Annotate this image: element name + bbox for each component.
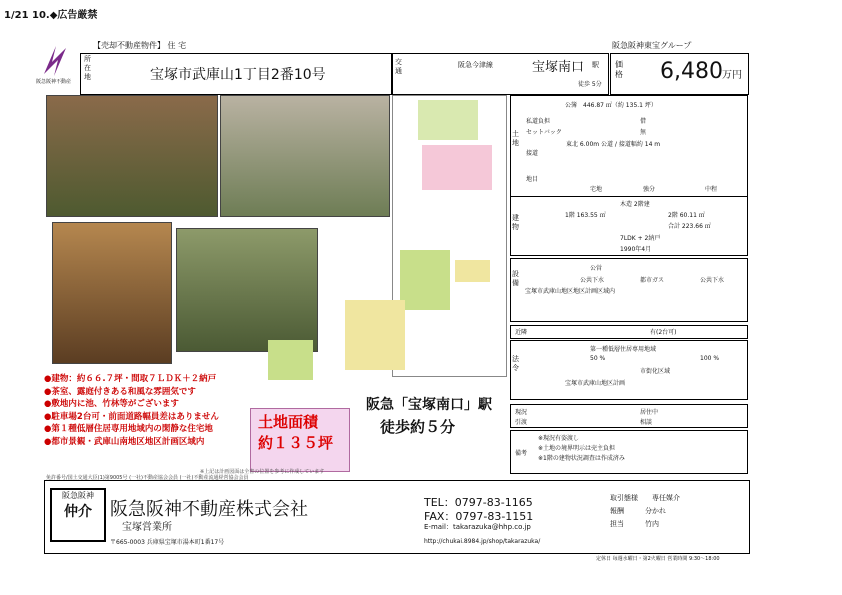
elec-value: 公共下水	[700, 277, 725, 284]
deal-table	[610, 492, 680, 531]
agency-badge	[50, 488, 106, 542]
tel-number: TEL：0797-83-1165	[424, 496, 533, 509]
deal-label: 報酬	[610, 507, 624, 515]
remarks-label: 備考	[515, 450, 528, 457]
agency-badge-top: 阪急阪神	[62, 491, 94, 500]
building-built: 1990年4月	[620, 246, 652, 253]
feature-item: ●第１種低層住居専用地域内の閑静な住宅地	[44, 424, 213, 434]
deal-label: 取引態様	[610, 494, 638, 502]
feature-item: ●都市景観・武庫山南地区地区計画区域内	[44, 436, 205, 447]
feature-item: ●駐車場2台可・前面道路幅員差はありません	[44, 411, 219, 422]
status-current-label: 現況	[515, 409, 528, 416]
annotation: ※上記は計画図面は全書の位置を参考に作成しています	[200, 469, 325, 475]
photo-garden	[220, 95, 390, 217]
gas-value: 都市ガス	[640, 277, 665, 284]
deal-label: 担当	[610, 520, 624, 528]
train-line: 阪急今津線	[458, 61, 493, 69]
listing-tag: 【売却不動産物件】 住 宅	[93, 41, 187, 50]
address-value: 宝塚市武庫山1丁目2番10号	[150, 67, 326, 83]
company-logo-icon	[40, 44, 70, 78]
nearby-value: 有(2台可)	[650, 329, 677, 336]
facilities-label: 設備	[512, 270, 519, 287]
station-ad: 阪急「宝塚南口」駅	[366, 397, 492, 413]
legal-far: 100 %	[700, 355, 720, 362]
facilities-note: 宝塚市武庫山地区地区計画区域内	[525, 288, 616, 295]
website-link[interactable]: http://chukai.8984.jp/shop/takarazuka/	[424, 538, 541, 545]
setsudo-value: 強分	[643, 186, 656, 193]
status-current-value: 居住中	[640, 409, 659, 416]
setback-value: 無	[640, 129, 647, 136]
feature-item: ●建物：約６６.７坪・間取７ＬＤＫ＋２納戸	[44, 374, 217, 384]
legal-label: 法令	[512, 355, 519, 372]
group-name: 阪急阪神東宝グループ	[612, 41, 692, 50]
water-value: 公営	[590, 265, 603, 272]
deal-value: 専任媒介	[652, 494, 680, 502]
building-floor1: 1階 163.55 ㎡	[565, 212, 606, 219]
building-total: 合計 223.66 ㎡	[668, 223, 711, 230]
branch-address: 〒665-0003 兵庫県宝塚市湯本町1番17号	[110, 539, 225, 546]
business-hours: 定休日 毎週水曜日・第2火曜日 営業時間 9:30～18:00	[596, 556, 720, 562]
remark-line: ※1階の建物状況調査は作成済み	[538, 455, 625, 462]
header-date-title: 1/21 10.◆広告厳禁	[4, 10, 98, 21]
station-name: 宝塚南口	[532, 60, 585, 75]
deal-value: 分かれ	[645, 507, 666, 515]
shoyu-value: 中程	[705, 186, 718, 193]
nearby-label: 近隣	[515, 329, 528, 336]
legal-city: 市街化区域	[640, 368, 671, 375]
setback-label: セットバック	[526, 129, 562, 136]
status-hand-value: 相談	[640, 419, 653, 426]
feature-item: ●敷地内に池、竹林等がございます	[44, 399, 179, 409]
price-unit: 万円	[722, 70, 742, 81]
floor-room-e	[268, 340, 313, 380]
chimoku-label: 地目	[526, 176, 539, 183]
road-label: 接道	[526, 150, 539, 157]
photo-corridor	[52, 222, 172, 364]
photo-teahouse	[46, 95, 218, 217]
walk-time: 徒歩 5分	[578, 81, 602, 88]
email-link[interactable]: E-mail：takarazuka@hhp.co.jp	[424, 523, 531, 531]
floor-room-d	[345, 300, 405, 370]
price-value: 6,480	[660, 59, 723, 84]
status-section	[510, 404, 748, 428]
floor-room-b	[422, 145, 492, 190]
address-label: 所在地	[84, 55, 91, 81]
road-value: 東北 6.00m 公道 / 接道幅約 14 m	[566, 141, 661, 148]
building-label: 建物	[512, 214, 519, 231]
deal-value: 竹内	[645, 520, 659, 528]
branch-name: 宝塚営業所	[122, 522, 172, 533]
floor-room-f	[455, 260, 490, 282]
floor-room-c	[400, 250, 450, 310]
remark-line: ※現況有姿渡し	[538, 435, 580, 442]
building-structure: 木造 2階建	[620, 201, 650, 208]
feature-bullets	[44, 373, 219, 448]
walk-ad: 徒歩約５分	[380, 418, 456, 436]
price-label: 価格	[615, 60, 623, 79]
station-suffix: 駅	[592, 61, 599, 69]
land-area: 公簿 446.87 ㎡（約 135.1 坪）	[565, 102, 657, 109]
legal-other: 宝塚市武庫山地区計画	[565, 380, 626, 387]
company-name: 阪急阪神不動産株式会社	[110, 499, 308, 520]
feature-item: ●茶室、露庭付きある和風な雰囲気です	[44, 386, 196, 397]
building-floor2: 2階 60.11 ㎡	[668, 212, 705, 219]
floor-room-a	[418, 100, 478, 140]
agency-badge-main: 仲介	[64, 504, 92, 520]
drain-value: 公共下水	[580, 277, 605, 284]
photo-bamboo-path	[176, 228, 318, 352]
fax-number: FAX：0797-83-1151	[424, 510, 534, 523]
building-layout: 7LDK + 2納戸	[620, 235, 661, 242]
land-label: 土地	[512, 130, 519, 147]
license-note: 免許番号/国土交通大臣(1)第9005号 (一社)不動産協会会員 (一社)不動産流通経営協会会員	[46, 475, 249, 481]
land-rights-label: 私道負担	[526, 118, 551, 125]
logo-text: 阪急阪神不動産	[36, 79, 72, 85]
land-area-badge-line: 土地面積	[258, 413, 319, 431]
land-area-badge-line: 約１３５坪	[258, 434, 334, 452]
land-rights: 借	[640, 118, 647, 125]
legal-cover: 50 %	[590, 355, 606, 362]
status-hand-label: 引渡	[515, 419, 528, 426]
remark-line: ※土地の境界明示は売主負担	[538, 445, 616, 452]
transport-label: 交通	[395, 58, 402, 75]
land-area-badge-text	[258, 412, 333, 454]
legal-zone: 第一種低層住居専用地域	[590, 346, 657, 353]
chimoku-value: 宅地	[590, 186, 603, 193]
nearby-section	[510, 325, 748, 339]
